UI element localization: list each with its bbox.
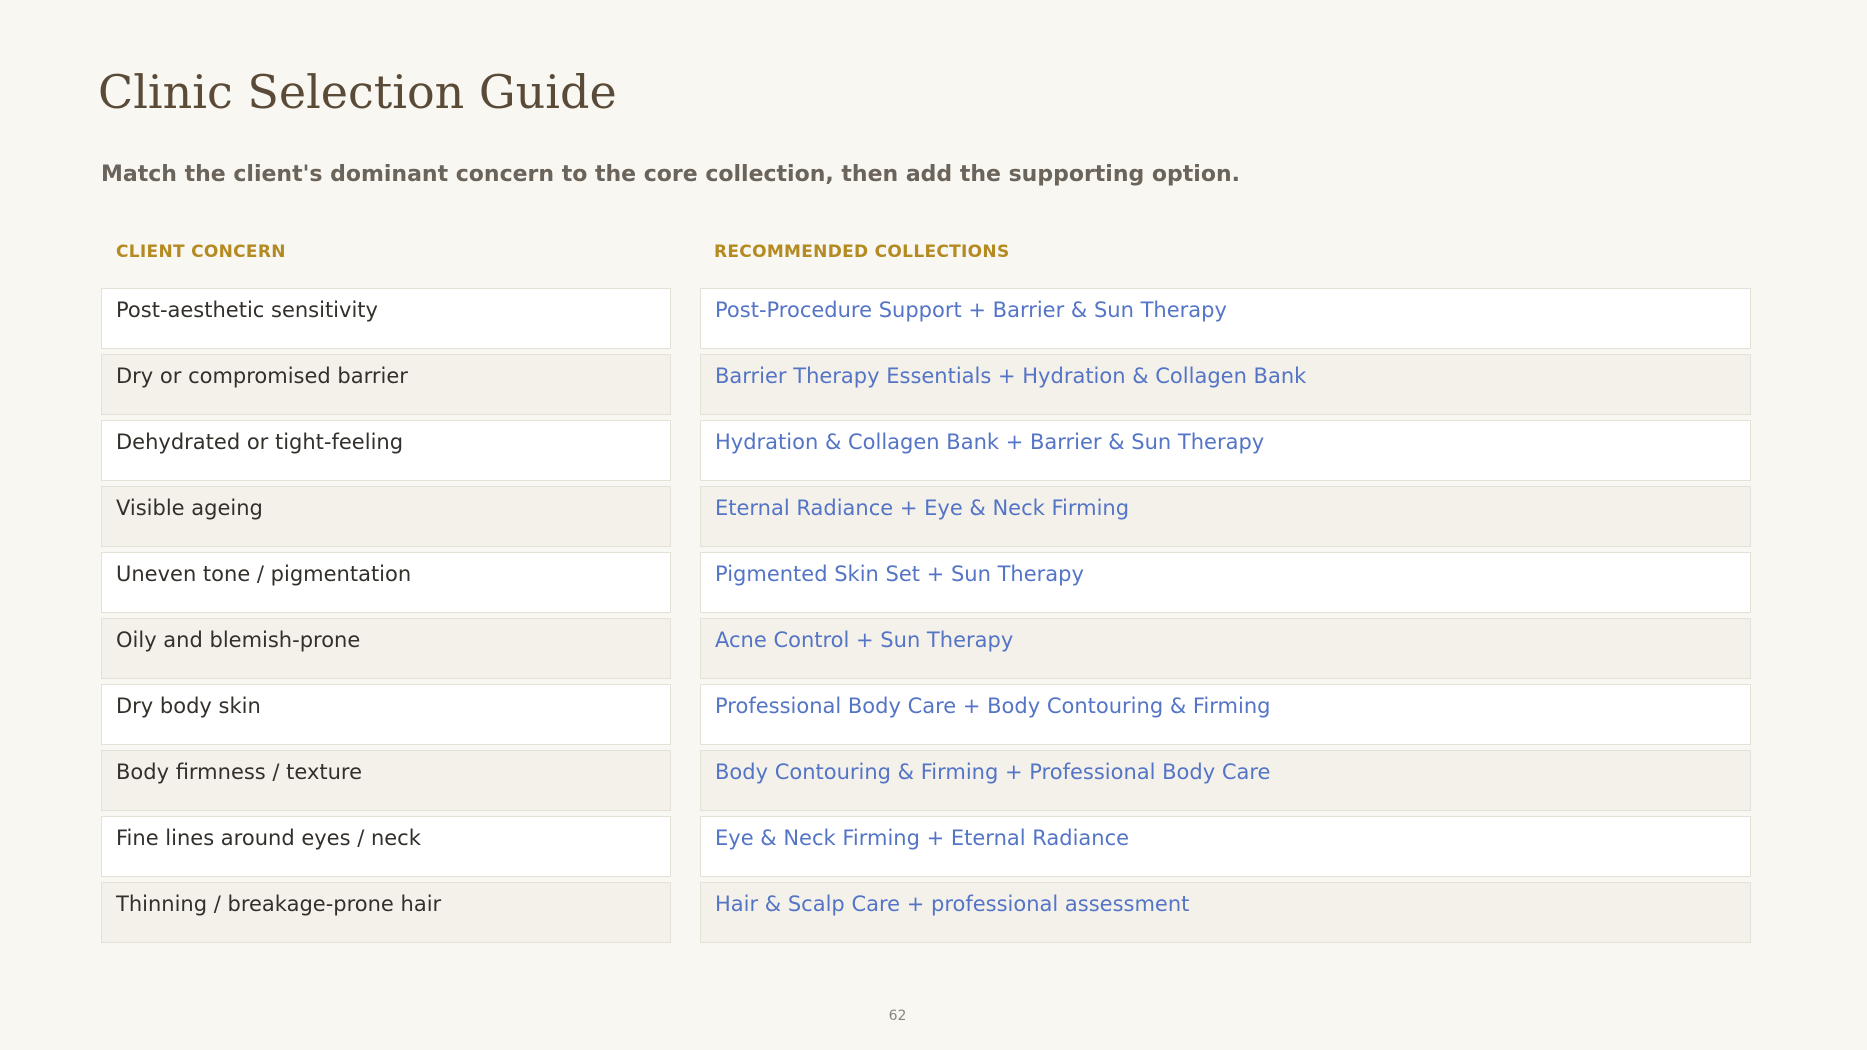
- column-header-recommended-collections: RECOMMENDED COLLECTIONS: [714, 242, 1010, 262]
- table-row: [101, 618, 1751, 679]
- concern-cell: Uneven tone / pigmentation: [101, 552, 671, 613]
- table-row: [101, 288, 1751, 349]
- table-row: [101, 816, 1751, 877]
- collection-cell: Pigmented Skin Set + Sun Therapy: [700, 552, 1751, 613]
- concern-cell: Visible ageing: [101, 486, 671, 547]
- concern-cell: Dry body skin: [101, 684, 671, 745]
- column-header-client-concern: CLIENT CONCERN: [116, 242, 286, 262]
- collection-cell: Acne Control + Sun Therapy: [700, 618, 1751, 679]
- selection-table: [101, 288, 1751, 948]
- table-row: [101, 750, 1751, 811]
- concern-cell: Dry or compromised barrier: [101, 354, 671, 415]
- concern-cell: Thinning / breakage-prone hair: [101, 882, 671, 943]
- concern-cell: Body firmness / texture: [101, 750, 671, 811]
- collection-cell: Barrier Therapy Essentials + Hydration & Collagen Bank: [700, 354, 1751, 415]
- table-row: [101, 552, 1751, 613]
- collection-cell: Eye & Neck Firming + Eternal Radiance: [700, 816, 1751, 877]
- table-row: [101, 420, 1751, 481]
- collection-cell: Hydration & Collagen Bank + Barrier & Sun Therapy: [700, 420, 1751, 481]
- concern-cell: Oily and blemish-prone: [101, 618, 671, 679]
- page-subtitle: Match the client's dominant concern to the core collection, then add the supporting option.: [101, 162, 1240, 187]
- collection-cell: Hair & Scalp Care + professional assessment: [700, 882, 1751, 943]
- page-number: 62: [888, 1008, 907, 1024]
- table-row: [101, 354, 1751, 415]
- table-row: [101, 684, 1751, 745]
- table-row: [101, 882, 1751, 943]
- collection-cell: Post-Procedure Support + Barrier & Sun Therapy: [700, 288, 1751, 349]
- collection-cell: Body Contouring & Firming + Professional Body Care: [700, 750, 1751, 811]
- concern-cell: Post-aesthetic sensitivity: [101, 288, 671, 349]
- collection-cell: Professional Body Care + Body Contouring & Firming: [700, 684, 1751, 745]
- concern-cell: Fine lines around eyes / neck: [101, 816, 671, 877]
- page-title: Clinic Selection Guide: [98, 65, 617, 119]
- table-row: [101, 486, 1751, 547]
- collection-cell: Eternal Radiance + Eye & Neck Firming: [700, 486, 1751, 547]
- concern-cell: Dehydrated or tight-feeling: [101, 420, 671, 481]
